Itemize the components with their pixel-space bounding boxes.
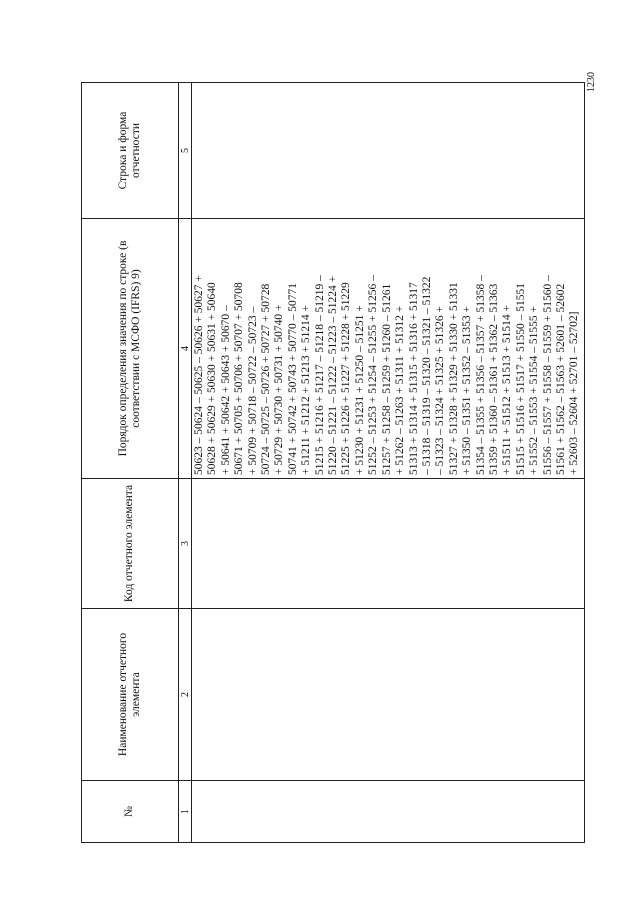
formula-line: 51561 + 51562 – 51563 + 52601 – 52602 — [554, 283, 567, 475]
formula-line: – 51323 – 51324 + 51325 + 51326 + — [434, 306, 447, 475]
formula-line: + 50709 + 50718 – 50722 – 50723 – — [246, 306, 259, 475]
formula-lines — [193, 222, 582, 475]
cell-element-code — [192, 479, 585, 609]
cell-element-name — [192, 609, 585, 781]
formula-line: – 51318 – 51319 – 51320 – 51321 – 51322 — [420, 276, 433, 475]
column-number: 2 — [179, 609, 192, 781]
formula-line: + 50729 + 50730 + 50731 + 50740 + — [273, 304, 286, 475]
formula-line: 51556 – 51557 + 51558 – 51559 + 51560 – — [541, 275, 554, 475]
formula-line: + 51230 + 51231 + 51250 – 51251 + — [353, 305, 366, 475]
formula-line: 51327 + 51328 + 51329 + 51330 + 51331 — [447, 282, 460, 475]
formula-line: 50741 + 50742 + 50743 + 50770 – 50771 — [286, 283, 299, 475]
formula-line: + 51211 + 51212 + 51213 + 51214 + — [300, 304, 313, 475]
formula-line: 51225 + 51226 + 51227 + 51228 + 51229 — [340, 282, 353, 475]
table-row — [192, 83, 585, 843]
formula-line: + 51552 – 51553 + 51554 – 51555 + — [528, 306, 541, 475]
formula-line: 51252 – 51253 + 51254 – 51255 + 51256 – — [367, 275, 380, 475]
cell-form-line — [192, 83, 585, 219]
header-number: № — [82, 781, 179, 843]
formula-line: 50724 – 50725 – 50726 + 50727 + 50728 — [260, 283, 273, 475]
column-number: 1 — [179, 781, 192, 843]
formula-line: 51359 + 51360 – 51361 + 51362 – 51363 — [487, 283, 500, 475]
column-number: 5 — [179, 83, 192, 219]
column-number: 4 — [179, 219, 192, 479]
formula-line: + 51350 – 51351 + 51352 – 51353 + — [461, 306, 474, 475]
formula-line: 50671 + 50705 + 50706 + 50707 + 50708 — [233, 282, 246, 475]
formula-line: 51220 – 51221 – 51222 – 51223 – 51224 + — [327, 275, 340, 475]
cell-number — [192, 781, 585, 843]
formula-line: 50628 + 50629 + 50630 + 50631 + 50640 — [206, 282, 219, 475]
formula-line: 51313 + 51314 + 51315 + 51316 + 51317 — [407, 282, 420, 475]
formula-line: 50623 – 50624 – 50625 – 50626 + 50627 + — [193, 275, 205, 475]
page-number: 1230 — [586, 72, 597, 92]
formula-line: + 51262 – 51263 + 51311 + 51312 + — [394, 305, 407, 475]
header-calculation-order: Порядок определения значения по строке (в соответствии с МСФО (IFRS) 9) — [82, 219, 179, 479]
rotated-page-content — [81, 83, 586, 843]
formula-line: + 51511 + 51512 + 51513 + 51514 + — [501, 304, 514, 475]
reporting-elements-table — [81, 82, 585, 843]
column-number-row — [179, 83, 192, 843]
formula-line: 51354 – 51355 + 51356 – 51357 + 51358 – — [474, 275, 487, 475]
formula-line: + 50641 + 50642 + 50643 + 50670 – — [219, 305, 232, 475]
formula-line: 51257 + 51258 – 51259 + 51260 – 51261 — [380, 283, 393, 475]
formula-line: 51515 + 51516 + 51517 + 51550 – 51551 — [514, 283, 527, 475]
header-form-line: Строка и форма отчетности — [82, 83, 179, 219]
formula-line: + 52603 – 52604 + 52701 – 52702] — [568, 311, 581, 475]
formula-line: 51215 + 51216 + 51217 – 51218 – 51219 – — [313, 275, 326, 475]
table-header-row — [82, 83, 179, 843]
header-element-name: Наименование отчетного элемента — [82, 609, 179, 781]
header-element-code: Код отчетного элемента — [82, 479, 179, 609]
cell-calculation-formula — [192, 219, 585, 479]
column-number: 3 — [179, 479, 192, 609]
